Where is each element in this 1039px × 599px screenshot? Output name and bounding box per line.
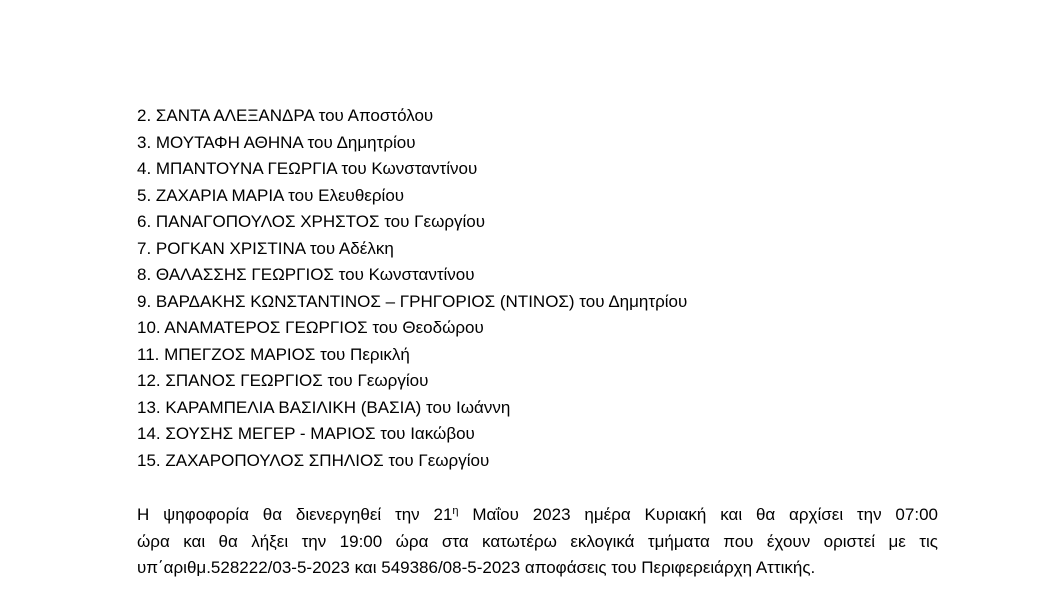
paragraph-text: Μαΐου 2023 ημέρα Κυριακή και θα αρχίσει την 07:00 xyxy=(458,505,938,524)
voting-info-paragraph xyxy=(137,502,938,582)
candidate-item: 14. ΣΟΥΣΗΣ ΜΕΓΕΡ - ΜΑΡΙΟΣ του Ιακώβου xyxy=(137,424,475,443)
paragraph-line-2: ώρα και θα λήξει την 19:00 ώρα στα κατωτέρω εκλογικά τμήματα που έχουν οριστεί με τις xyxy=(137,531,938,551)
candidate-item: 4. ΜΠΑΝΤΟΥΝΑ ΓΕΩΡΓΙΑ του Κωνσταντίνου xyxy=(137,159,478,178)
candidate-item: 5. ΖΑΧΑΡΙΑ ΜΑΡΙΑ του Ελευθερίου xyxy=(137,185,405,205)
candidate-item: 11. ΜΠΕΓΖΟΣ ΜΑΡΙΟΣ του Περικλή xyxy=(137,344,410,364)
candidate-item: 13. ΚΑΡΑΜΠΕΛΙΑ ΒΑΣΙΛΙΚΗ (ΒΑΣΙΑ) του Ιωάννη xyxy=(137,397,511,417)
ordinal-superscript: η xyxy=(452,505,459,517)
paragraph-line-1 xyxy=(137,502,938,529)
candidate-item: 7. ΡΟΓΚΑΝ ΧΡΙΣΤΙΝΑ του Αδέλκη xyxy=(137,238,394,258)
candidate-list xyxy=(137,103,687,474)
candidate-item: 12. ΣΠΑΝΟΣ ΓΕΩΡΓΙΟΣ του Γεωργίου xyxy=(137,371,429,390)
paragraph-line-3: υπ΄αριθμ.528222/03-5-2023 και 549386/08-5-2023 αποφάσεις του Περιφερειάρχη Αττικής. xyxy=(137,558,816,577)
paragraph-text: Η ψηφοφορία θα διενεργηθεί την 21 xyxy=(137,505,453,524)
candidate-item: 6. ΠΑΝΑΓΟΠΟΥΛΟΣ ΧΡΗΣΤΟΣ του Γεωργίου xyxy=(137,212,486,231)
candidate-item: 2. ΣΑΝΤΑ ΑΛΕΞΑΝΔΡΑ του Αποστόλου xyxy=(137,106,434,125)
candidate-item: 8. ΘΑΛΑΣΣΗΣ ΓΕΩΡΓΙΟΣ του Κωνσταντίνου xyxy=(137,265,475,284)
candidate-item: 10. ΑΝΑΜΑΤΕΡΟΣ ΓΕΩΡΓΙΟΣ του Θεοδώρου xyxy=(137,318,484,337)
candidate-item: 15. ΖΑΧΑΡΟΠΟΥΛΟΣ ΣΠΗΛΙΟΣ του Γεωργίου xyxy=(137,450,490,470)
candidate-item: 9. ΒΑΡΔΑΚΗΣ ΚΩΝΣΤΑΝΤΙΝΟΣ – ΓΡΗΓΟΡΙΟΣ (ΝΤΙΝΟΣ) του Δημητρίου xyxy=(137,291,688,311)
candidate-item: 3. ΜΟΥΤΑΦΗ ΑΘΗΝΑ του Δημητρίου xyxy=(137,132,416,152)
